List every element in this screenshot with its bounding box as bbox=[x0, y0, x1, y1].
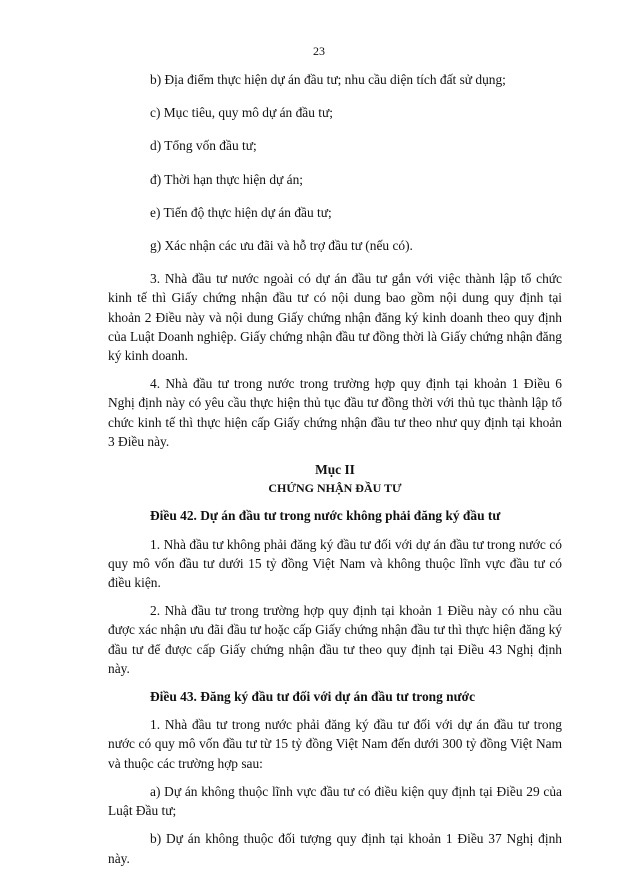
list-item: đ) Thời hạn thực hiện dự án; bbox=[150, 171, 303, 187]
list-item: e) Tiến độ thực hiện dự án đầu tư; bbox=[150, 204, 332, 220]
article-43-heading: Điều 43. Đăng ký đầu tư đối với dự án đầu tư trong nước bbox=[150, 689, 476, 705]
article-43-clause-1: 1. Nhà đầu tư trong nước phải đăng ký đầu tư đối với dự án đầu tư trong nước có quy mô vốn đầu tư từ 15 tỷ đồng Việt Nam đến dưới 300 tỷ đồng Việt Nam và thuộc các trường hợp sau: bbox=[108, 717, 562, 771]
list-item: g) Xác nhận các ưu đãi và hỗ trợ đầu tư (nếu có). bbox=[150, 238, 413, 254]
article-42-clause-2: 2. Nhà đầu tư trong trường hợp quy định tại khoản 1 Điều này có nhu cầu được xác nhận ưu đãi đầu tư hoặc cấp Giấy chứng nhận đầu tư thì thực hiện đăng ký đầu tư để được cấp Giấy chứng nhận đầu tư theo quy định tại Điều 43 Nghị định này. bbox=[108, 603, 562, 676]
article-42-heading: Điều 42. Dự án đầu tư trong nước không phải đăng ký đầu tư bbox=[150, 508, 501, 524]
paragraph-4: 4. Nhà đầu tư trong nước trong trường hợp quy định tại khoản 1 Điều 6 Nghị định này có yêu cầu thực hiện thủ tục đầu tư đồng thời với thủ tục thành lập tổ chức kinh tế thì thực hiện cấp Giấy chứng nhận đầu tư theo như quy định tại khoản 3 Điều này. bbox=[108, 376, 562, 449]
list-item: d) Tổng vốn đầu tư; bbox=[150, 138, 257, 154]
section-subtitle: CHỨNG NHẬN ĐẦU TƯ bbox=[268, 481, 402, 496]
list-item: c) Mục tiêu, quy mô dự án đầu tư; bbox=[150, 105, 333, 121]
list-item: b) Địa điểm thực hiện dự án đầu tư; nhu cầu diện tích đất sử dụng; bbox=[150, 72, 506, 87]
section-title: Mục II bbox=[315, 462, 355, 478]
article-43-point-b: b) Dự án không thuộc đối tượng quy định tại khoản 1 Điều 37 Nghị định này. bbox=[108, 831, 562, 866]
paragraph-3: 3. Nhà đầu tư nước ngoài có dự án đầu tư gắn với việc thành lập tổ chức kinh tế thì Giấy chứng nhận đầu tư có nội dung bao gồm nội dung quy định tại khoản 2 Điều này và nội dung Giấy chứng nhận đăng ký kinh doanh theo quy định của Luật Doanh nghiệp. Giấy chứng nhận đầu tư đồng thời là Giấy chứng nhận đăng ký kinh doanh. bbox=[108, 271, 562, 364]
article-43-point-a: a) Dự án không thuộc lĩnh vực đầu tư có điều kiện quy định tại Điều 29 của Luật Đầu tư; bbox=[108, 783, 562, 819]
page-content bbox=[108, 70, 562, 877]
article-42-clause-1: 1. Nhà đầu tư không phải đăng ký đầu tư đối với dự án đầu tư trong nước có quy mô vốn đầu tư dưới 15 tỷ đồng Việt Nam và không thuộc lĩnh vực đầu tư có điều kiện. bbox=[108, 536, 562, 591]
page-number: 23 bbox=[313, 44, 325, 58]
